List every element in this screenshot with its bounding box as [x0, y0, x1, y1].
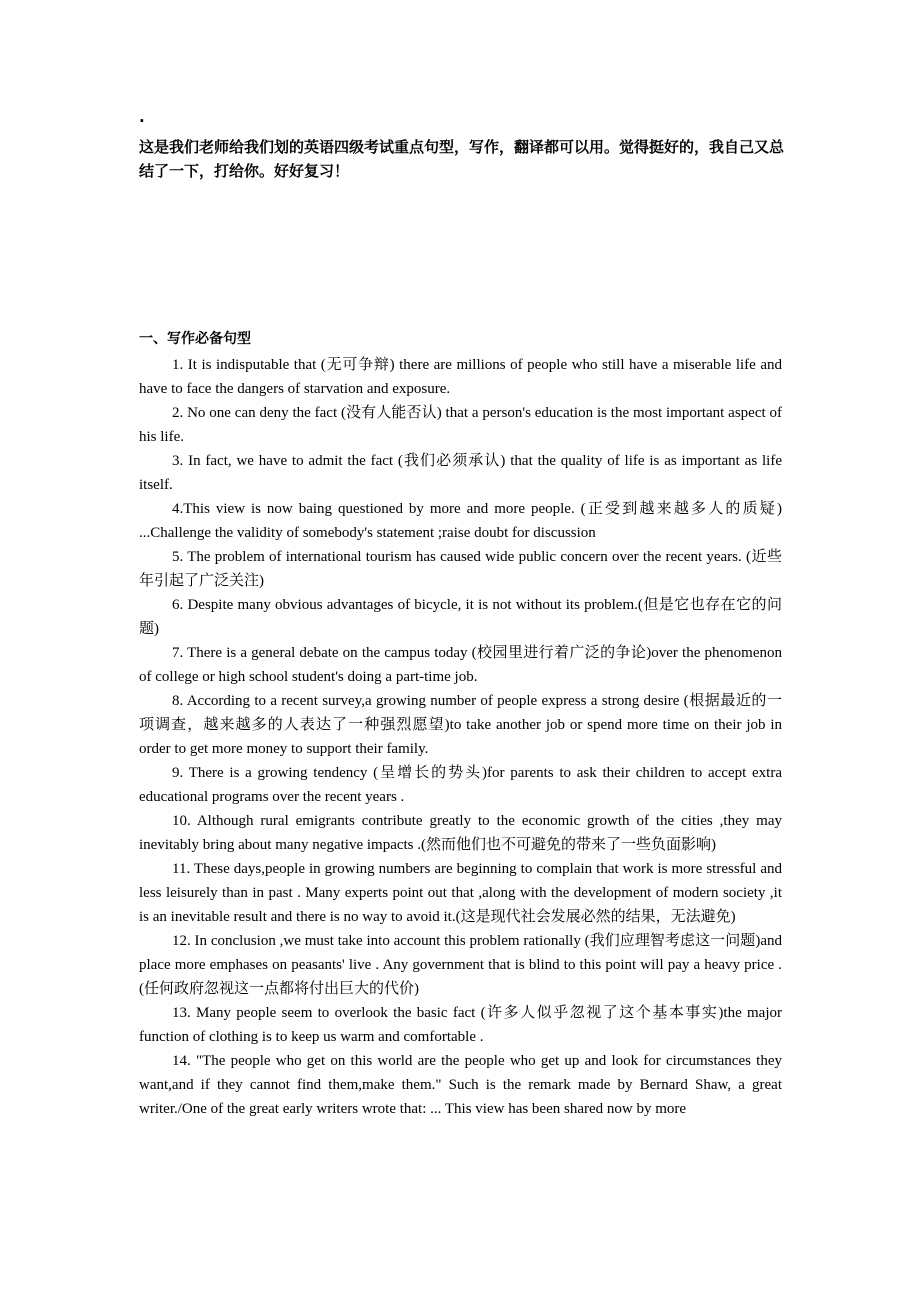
list-item: 13. Many people seem to overlook the basic fact (许多人似乎忽视了这个基本事实)the major function of clothing is to keep us warm and comfortable .: [139, 1005, 782, 1045]
intro-paragraph: 这是我们老师给我们划的英语四级考试重点句型，写作，翻译都可以用。觉得挺好的，我自己又总结了一下，打给你。好好复习！: [139, 138, 785, 180]
list-item: 3. In fact, we have to admit the fact (我们必须承认) that the quality of life is as important as life itself.: [139, 453, 782, 493]
list-item: 6. Despite many obvious advantages of bicycle, it is not without its problem.(但是它也存在它的问题): [139, 597, 782, 637]
sentence-list: [139, 353, 782, 1121]
list-item: 2. No one can deny the fact (没有人能否认) that a person's education is the most important aspect of his life.: [139, 405, 782, 445]
list-item: 12. In conclusion ,we must take into account this problem rationally (我们应理智考虑这一问题)and place more emphases on peasants' live . Any government that is blind to this point will pay a heavy price . (任何政府忽视这一点都将付出巨大的代价): [139, 933, 782, 997]
list-item: 10. Although rural emigrants contribute greatly to the economic growth of the cities ,they may inevitably bring about many negative impacts .(然而他们也不可避免的带来了一些负面影响): [139, 813, 782, 853]
section-heading: 一、写作必备句型: [139, 331, 251, 347]
list-item: 14. "The people who get on this world are the people who get up and look for circumstances they want,and if they cannot find them,make them." Such is the remark made by Bernard Shaw, a great writer./One of the great early writers wrote that: ... This view has been shared now by more: [139, 1053, 782, 1117]
list-item: 5. The problem of international tourism has caused wide public concern over the recent years. (近些年引起了广泛关注): [139, 549, 782, 589]
list-item: 7. There is a general debate on the campus today (校园里进行着广泛的争论)over the phenomenon of college or high school student's doing a part-time job.: [139, 645, 782, 685]
list-item: 9. There is a growing tendency (呈增长的势头)for parents to ask their children to accept extra educational programs over the recent years .: [139, 765, 782, 805]
list-item: 8. According to a recent survey,a growing number of people express a strong desire (根据最近的一项调查，越来越多的人表达了一种强烈愿望)to take another job or spend more time on their job in order to get more money to support their family.: [139, 693, 782, 757]
list-item: 4.This view is now baing questioned by more and more people. (正受到越来越多人的质疑) ...Challenge the validity of somebody's statement ;raise doubt for discussion: [139, 501, 782, 541]
intro-dot: .: [139, 108, 145, 126]
list-item: 1. It is indisputable that (无可争辩) there are millions of people who still have a miserable life and have to face the dangers of starvation and exposure.: [139, 357, 782, 397]
list-item: 11. These days,people in growing numbers are beginning to complain that work is more stressful and less leisurely than in past . Many experts point out that ,along with the development of modern society ,it is an inevitable result and there is no way to avoid it.(这是现代社会发展必然的结果，无法避免): [139, 861, 782, 925]
